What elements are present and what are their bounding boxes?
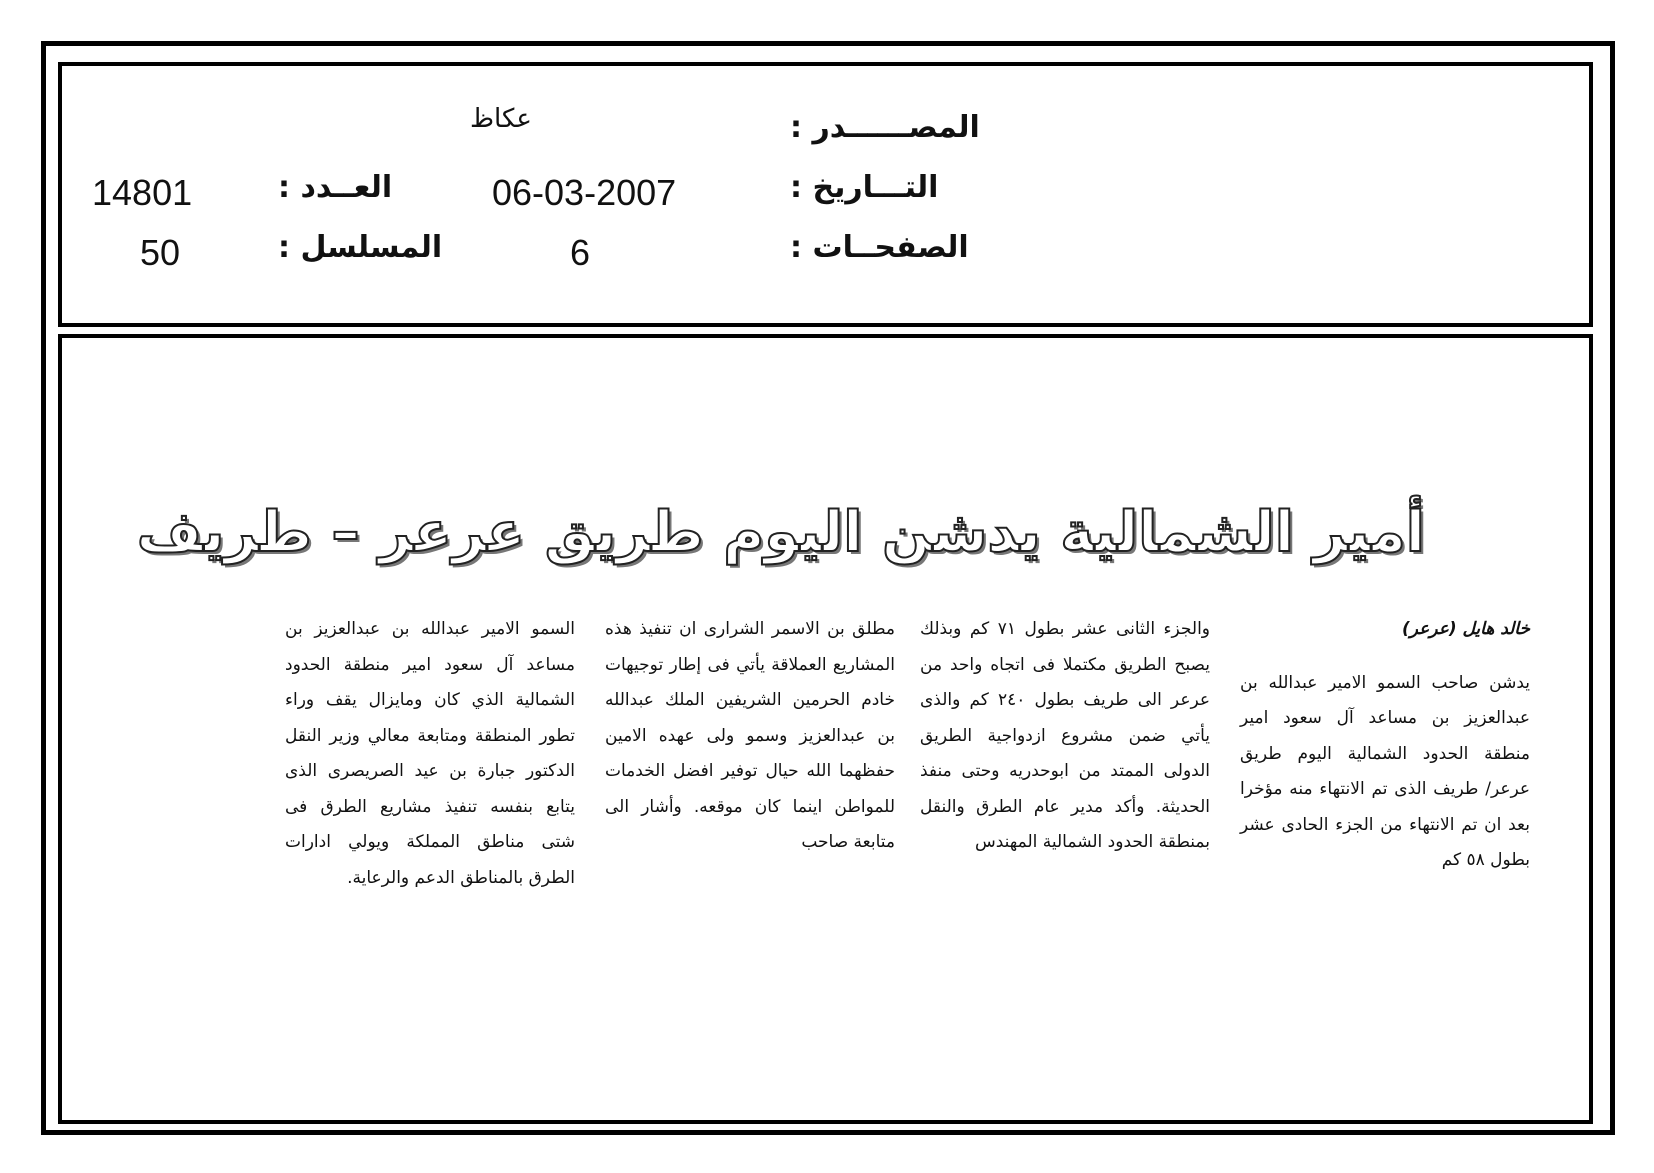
serial-label: المسلسل : [278, 230, 443, 265]
source-label: المصــــــدر : [790, 110, 980, 145]
pages-value: 6 [570, 232, 591, 273]
issue-value: 14801 [92, 172, 193, 213]
issue-label: العــدد : [278, 170, 393, 205]
article-column-4 [285, 612, 575, 896]
article-column-3 [605, 612, 895, 861]
article-headline: أمير الشمالية يدشن اليوم طريق عرعر – طريف [136, 500, 1425, 565]
date-value: 06-03-2007 [492, 172, 677, 213]
pages-label: الصفحــات : [790, 230, 969, 265]
serial-value: 50 [140, 232, 181, 273]
source-value: عكاظ [470, 104, 532, 134]
article-column-1-text: يدشن صاحب السمو الامير عبدالله بن عبدالعزيز بن مساعد آل سعود امير منطقة الحدود الشمالية اليوم طريق عرعر/ طريف الذى تم الانتهاء منه مؤخرا بعد ان تم الانتهاء من الجزء الحادى عشر بطول ٥٨ كم [1240, 672, 1530, 870]
article-column-4-text: السمو الامير عبدالله بن عبدالعزيز بن مساعد آل سعود امير منطقة الحدود الشمالية الذي كان ومايزال يقف وراء تطور المنطقة ومتابعة معالي وزير النقل الدكتور جبارة بن عيد الصريصرى الذى يتابع بنفسه تنفيذ مشاريع الطرق فى شتى مناطق المملكة ويولي ادارات الطرق بالمناطق الدعم والرعاية. [285, 619, 575, 888]
article-column-2-text: والجزء الثانى عشر بطول ٧١ كم وبذلك يصبح الطريق مكتملا فى اتجاه واحد من عرعر الى طريف بطول ٢٤٠ كم والذى يأتي ضمن مشروع ازدواجية الطريق الدولى الممتد من ابوحدريه وحتى منفذ الحديثة. وأكد مدير عام الطرق والنقل بمنطقة الحدود الشمالية المهندس [920, 619, 1211, 852]
article-byline: خالد هايل (عرعر) [1402, 619, 1530, 639]
article-column-1 [1240, 612, 1530, 879]
article-column-3-text: مطلق بن الاسمر الشرارى ان تنفيذ هذه المشاريع العملاقة يأتي فى إطار توجيهات خادم الحرمين الشريفين الملك عبدالله بن عبدالعزيز وسمو ولى عهده الامين حفظهما الله حيال توفير افضل الخدمات للمواطن اينما كان موقعه. وأشار الى متابعة صاحب [605, 619, 895, 852]
article-column-2 [920, 612, 1210, 861]
date-label: التـــاريخ : [790, 170, 939, 205]
